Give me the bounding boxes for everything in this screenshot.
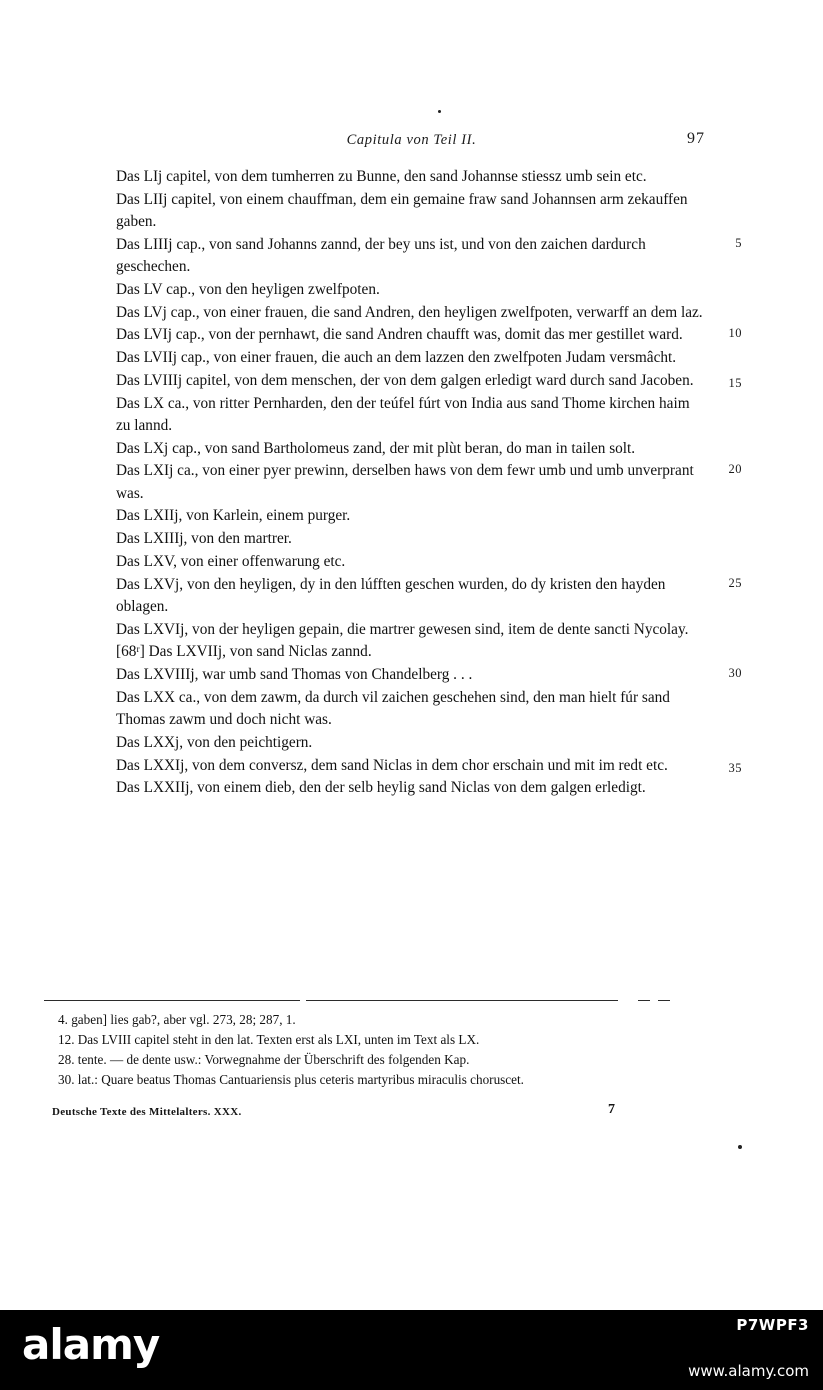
running-head: Capitula von Teil II. — [346, 132, 477, 148]
ink-speck-top — [438, 110, 441, 113]
entry-text: Das LXXIj, von dem conversz, dem sand Niclas in dem chor erschain und mit im redt etc. — [116, 756, 668, 774]
footnote-number: 28. — [58, 1052, 75, 1068]
entry-text: Das LXV, von einer offenwarung etc. — [116, 552, 346, 570]
footnote-number: 30. — [58, 1072, 75, 1088]
list-item — [86, 166, 706, 188]
footnote-number: 12. — [58, 1032, 75, 1048]
footnote-text: tente. — de dente usw.: Vorwegnahme der Überschrift des folgenden Kap. — [77, 1052, 470, 1068]
entry-text: Das LIIj capitel, von einem chauffman, dem ein gemaine fraw sand Johannsen arm zekauffen gaben. — [116, 190, 688, 230]
entry-text: Das LXj cap., von sand Bartholomeus zand, der mit plùt beran, do man in tailen solt. — [116, 439, 636, 457]
list-item — [86, 279, 706, 301]
signature-number: 7 — [608, 1102, 615, 1117]
list-item — [86, 370, 742, 392]
line-number: 30 — [728, 666, 742, 680]
footnote-text: lat.: Quare beatus Thomas Cantuariensis plus ceteris martyribus miraculis choruscet. — [77, 1072, 524, 1088]
list-item — [86, 505, 706, 527]
list-item — [86, 189, 706, 234]
alamy-url: www.alamy.com — [688, 1362, 809, 1380]
series-colophon: Deutsche Texte des Mittelalters. XXX. — [52, 1106, 242, 1118]
entry-text: Das LXXIIj, von einem dieb, den der selb heylig sand Niclas von dem galgen erledigt. — [116, 779, 646, 797]
entry-text: Das LX ca., von ritter Pernharden, den der teúfel fúrt von India aus sand Thome kirchen haim zu lannd. — [116, 394, 690, 434]
list-item — [86, 393, 706, 438]
list-item — [86, 664, 742, 686]
footnote-text: Das LVIII capitel steht in den lat. Texten erst als LXI, unten im Text als LX. — [77, 1032, 480, 1048]
footnote-item — [44, 1070, 704, 1090]
entry-text: Das LVIIj cap., von einer frauen, die auch an dem lazzen den zwelfpoten Judam versmâcht. — [116, 349, 677, 366]
ink-speck-bottom — [738, 1145, 742, 1149]
list-item — [86, 574, 742, 619]
list-item — [86, 777, 706, 799]
footnotes — [44, 1010, 704, 1090]
footnote-number: 4. — [58, 1012, 68, 1027]
footnote-rule — [44, 1000, 664, 1001]
list-item — [86, 551, 706, 573]
alamy-logo: alamy — [22, 1320, 160, 1369]
entry-text: Das LXVIj, von der heyligen gepain, die martrer gewesen sind, item de dente sancti Nycolay. — [116, 620, 689, 638]
entry-text: Das LXIj ca., von einer pyer prewinn, derselben haws von dem fewr umb und umb unverprant was. — [116, 462, 694, 502]
list-item — [86, 755, 742, 777]
page-number: 97 — [687, 130, 705, 147]
line-number: 15 — [728, 375, 742, 390]
list-item — [86, 324, 742, 346]
list-item — [86, 438, 706, 460]
entry-text: Das LXIIIj, von den martrer. — [116, 530, 292, 547]
footnote-text: gaben] lies gab?, aber vgl. 273, 28; 287, 1. — [71, 1012, 296, 1027]
entry-text: Das LV cap., von den heyligen zwelfpoten. — [116, 280, 380, 298]
entry-text: Das LXX ca., von dem zawm, da durch vil zaichen geschehen sind, den man hielt fúr sand Thomas zawm und doch nicht was. — [116, 688, 670, 728]
entry-text: Das LVIIIj capitel, von dem menschen, der von dem galgen erledigt ward durch sand Jacoben. — [116, 371, 694, 389]
list-item — [86, 619, 706, 641]
entry-text: [68ʳ] Das LXVIIj, von sand Niclas zannd. — [116, 643, 372, 661]
footnote-item — [44, 1050, 704, 1070]
list-item — [86, 687, 706, 732]
list-item — [86, 528, 706, 550]
entry-text: Das LXXj, von den peichtigern. — [116, 733, 313, 751]
entry-text: Das LVj cap., von einer frauen, die sand Andren, den heyligen zwelfpoten, verwarff an dem laz. — [116, 303, 703, 321]
entry-text: Das LIIIj cap., von sand Johanns zannd, der bey uns ist, und von den zaichen dardurch geschechen. — [116, 235, 646, 275]
entry-text: Das LXVj, von den heyligen, dy in den lúfften geschen wurden, do dy kristen den hayden oblagen. — [116, 575, 666, 615]
entry-text: Das LIj capitel, von dem tumherren zu Bunne, den sand Johannse stiessz umb sein etc. — [116, 168, 647, 185]
list-item — [86, 641, 706, 663]
list-item — [86, 732, 706, 754]
entry-text: Das LVIj cap., von der pernhawt, die sand Andren chaufft was, domit das mer gestillet ward. — [116, 326, 683, 344]
image-code: P7WPF3 — [736, 1316, 809, 1334]
line-number: 20 — [728, 462, 742, 477]
capitula-list — [86, 166, 742, 800]
entry-text: Das LXIIj, von Karlein, einem purger. — [116, 507, 351, 525]
line-number: 35 — [728, 760, 742, 775]
list-item — [86, 302, 706, 324]
line-number: 10 — [728, 326, 742, 341]
line-number: 5 — [735, 235, 742, 250]
entry-text: Das LXVIIIj, war umb sand Thomas von Chandelberg . . . — [116, 666, 473, 683]
list-item — [86, 234, 742, 279]
list-item — [86, 347, 706, 369]
list-item — [86, 460, 742, 505]
footnote-item — [44, 1010, 704, 1030]
line-number: 25 — [728, 575, 742, 590]
footnote-item — [44, 1030, 704, 1050]
